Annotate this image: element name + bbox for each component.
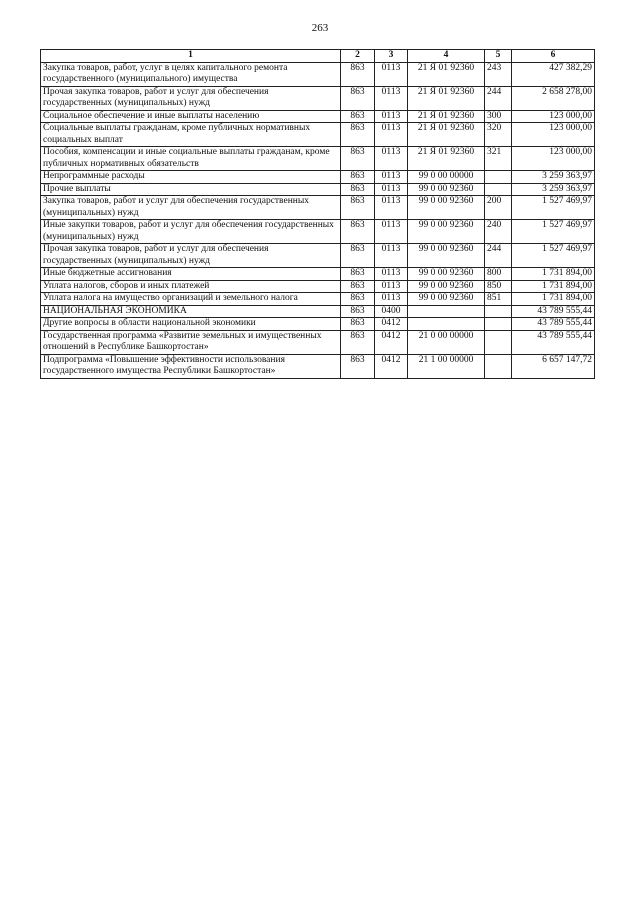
cell-expense-type: 320 <box>485 123 512 147</box>
cell-target-article: 99 0 00 92360 <box>408 268 485 281</box>
cell-amount: 1 527 469,97 <box>512 244 595 268</box>
table-row <box>41 147 595 171</box>
cell-row-name: Прочие выплаты <box>41 183 341 196</box>
cell-admin-code: 863 <box>341 171 375 184</box>
cell-admin-code: 863 <box>341 123 375 147</box>
cell-admin-code: 863 <box>341 293 375 306</box>
cell-target-article: 99 0 00 92360 <box>408 183 485 196</box>
cell-row-name: Пособия, компенсации и иные социальные выплаты гражданам, кроме публичных нормативных обязательств <box>41 147 341 171</box>
table-row <box>41 280 595 293</box>
table-row <box>41 220 595 244</box>
cell-admin-code: 863 <box>341 110 375 123</box>
cell-expense-type: 240 <box>485 220 512 244</box>
cell-expense-type <box>485 305 512 318</box>
cell-section-code: 0412 <box>375 354 408 378</box>
cell-section-code: 0400 <box>375 305 408 318</box>
cell-amount: 427 382,29 <box>512 62 595 86</box>
cell-admin-code: 863 <box>341 86 375 110</box>
cell-section-code: 0113 <box>375 196 408 220</box>
table-row <box>41 293 595 306</box>
cell-row-name: Подпрограмма «Повышение эффективности использования государственного имущества Республики Башкортостан» <box>41 354 341 378</box>
table-row <box>41 183 595 196</box>
cell-section-code: 0113 <box>375 110 408 123</box>
page-number: 263 <box>311 22 329 34</box>
cell-section-code: 0113 <box>375 171 408 184</box>
cell-section-code: 0412 <box>375 330 408 354</box>
cell-amount: 43 789 555,44 <box>512 330 595 354</box>
budget-table <box>40 49 595 379</box>
cell-expense-type: 244 <box>485 244 512 268</box>
cell-row-name: Иные закупки товаров, работ и услуг для обеспечения государственных (муниципальных) нужд <box>41 220 341 244</box>
cell-amount: 6 657 147,72 <box>512 354 595 378</box>
cell-admin-code: 863 <box>341 183 375 196</box>
cell-amount: 123 000,00 <box>512 110 595 123</box>
cell-section-code: 0412 <box>375 318 408 331</box>
column-header: 4 <box>408 50 485 63</box>
cell-amount: 123 000,00 <box>512 123 595 147</box>
cell-row-name: Непрограммные расходы <box>41 171 341 184</box>
cell-row-name: Другие вопросы в области национальной экономики <box>41 318 341 331</box>
cell-target-article: 99 0 00 92360 <box>408 220 485 244</box>
cell-row-name: НАЦИОНАЛЬНАЯ ЭКОНОМИКА <box>41 305 341 318</box>
cell-section-code: 0113 <box>375 220 408 244</box>
cell-target-article: 21 Я 01 92360 <box>408 123 485 147</box>
cell-target-article: 21 1 00 00000 <box>408 354 485 378</box>
cell-amount: 43 789 555,44 <box>512 305 595 318</box>
cell-amount: 1 527 469,97 <box>512 220 595 244</box>
cell-section-code: 0113 <box>375 123 408 147</box>
column-header: 3 <box>375 50 408 63</box>
cell-row-name: Закупка товаров, работ и услуг для обеспечения государственных (муниципальных) нужд <box>41 196 341 220</box>
cell-target-article: 99 0 00 92360 <box>408 293 485 306</box>
cell-admin-code: 863 <box>341 196 375 220</box>
cell-expense-type <box>485 171 512 184</box>
table-header-row <box>41 50 595 63</box>
table-row <box>41 86 595 110</box>
cell-admin-code: 863 <box>341 220 375 244</box>
cell-expense-type: 244 <box>485 86 512 110</box>
cell-admin-code: 863 <box>341 305 375 318</box>
cell-row-name: Социальное обеспечение и иные выплаты населению <box>41 110 341 123</box>
table-row <box>41 268 595 281</box>
cell-section-code: 0113 <box>375 280 408 293</box>
cell-admin-code: 863 <box>341 147 375 171</box>
cell-expense-type <box>485 183 512 196</box>
cell-section-code: 0113 <box>375 293 408 306</box>
cell-target-article: 21 Я 01 92360 <box>408 110 485 123</box>
cell-amount: 1 731 894,00 <box>512 268 595 281</box>
cell-row-name: Социальные выплаты гражданам, кроме публичных нормативных социальных выплат <box>41 123 341 147</box>
cell-admin-code: 863 <box>341 62 375 86</box>
cell-amount: 1 527 469,97 <box>512 196 595 220</box>
cell-expense-type <box>485 318 512 331</box>
cell-amount: 123 000,00 <box>512 147 595 171</box>
table-row <box>41 123 595 147</box>
table-row <box>41 244 595 268</box>
cell-admin-code: 863 <box>341 280 375 293</box>
table-row <box>41 305 595 318</box>
column-header: 5 <box>485 50 512 63</box>
cell-expense-type: 321 <box>485 147 512 171</box>
cell-amount: 1 731 894,00 <box>512 293 595 306</box>
table-row <box>41 330 595 354</box>
cell-amount: 1 731 894,00 <box>512 280 595 293</box>
table-row <box>41 62 595 86</box>
cell-amount: 3 259 363,97 <box>512 183 595 196</box>
cell-row-name: Государственная программа «Развитие земельных и имущественных отношений в Республике Башкортостан» <box>41 330 341 354</box>
column-header: 6 <box>512 50 595 63</box>
cell-admin-code: 863 <box>341 318 375 331</box>
cell-expense-type <box>485 354 512 378</box>
cell-target-article: 21 Я 01 92360 <box>408 62 485 86</box>
cell-admin-code: 863 <box>341 244 375 268</box>
cell-admin-code: 863 <box>341 330 375 354</box>
cell-target-article: 21 Я 01 92360 <box>408 86 485 110</box>
column-header: 2 <box>341 50 375 63</box>
cell-target-article <box>408 318 485 331</box>
cell-row-name: Уплата налога на имущество организаций и земельного налога <box>41 293 341 306</box>
cell-expense-type: 800 <box>485 268 512 281</box>
cell-amount: 3 259 363,97 <box>512 171 595 184</box>
cell-target-article: 21 0 00 00000 <box>408 330 485 354</box>
cell-amount: 43 789 555,44 <box>512 318 595 331</box>
cell-target-article: 99 0 00 92360 <box>408 244 485 268</box>
cell-row-name: Иные бюджетные ассигнования <box>41 268 341 281</box>
cell-target-article <box>408 305 485 318</box>
cell-section-code: 0113 <box>375 147 408 171</box>
cell-expense-type: 851 <box>485 293 512 306</box>
cell-section-code: 0113 <box>375 268 408 281</box>
cell-row-name: Закупка товаров, работ, услуг в целях капитального ремонта государственного (муниципального) имущества <box>41 62 341 86</box>
table-row <box>41 318 595 331</box>
cell-admin-code: 863 <box>341 354 375 378</box>
cell-section-code: 0113 <box>375 244 408 268</box>
cell-expense-type: 200 <box>485 196 512 220</box>
cell-row-name: Прочая закупка товаров, работ и услуг для обеспечения государственных (муниципальных) нужд <box>41 244 341 268</box>
cell-target-article: 99 0 00 00000 <box>408 171 485 184</box>
table-row <box>41 171 595 184</box>
cell-expense-type: 243 <box>485 62 512 86</box>
cell-row-name: Уплата налогов, сборов и иных платежей <box>41 280 341 293</box>
table-row <box>41 196 595 220</box>
column-header: 1 <box>41 50 341 63</box>
cell-row-name: Прочая закупка товаров, работ и услуг для обеспечения государственных (муниципальных) нужд <box>41 86 341 110</box>
cell-section-code: 0113 <box>375 86 408 110</box>
cell-expense-type: 850 <box>485 280 512 293</box>
cell-expense-type: 300 <box>485 110 512 123</box>
cell-section-code: 0113 <box>375 62 408 86</box>
cell-admin-code: 863 <box>341 268 375 281</box>
cell-expense-type <box>485 330 512 354</box>
cell-target-article: 99 0 00 92360 <box>408 196 485 220</box>
cell-section-code: 0113 <box>375 183 408 196</box>
cell-target-article: 99 0 00 92360 <box>408 280 485 293</box>
table-row <box>41 354 595 378</box>
table-row <box>41 110 595 123</box>
cell-amount: 2 658 278,00 <box>512 86 595 110</box>
cell-target-article: 21 Я 01 92360 <box>408 147 485 171</box>
